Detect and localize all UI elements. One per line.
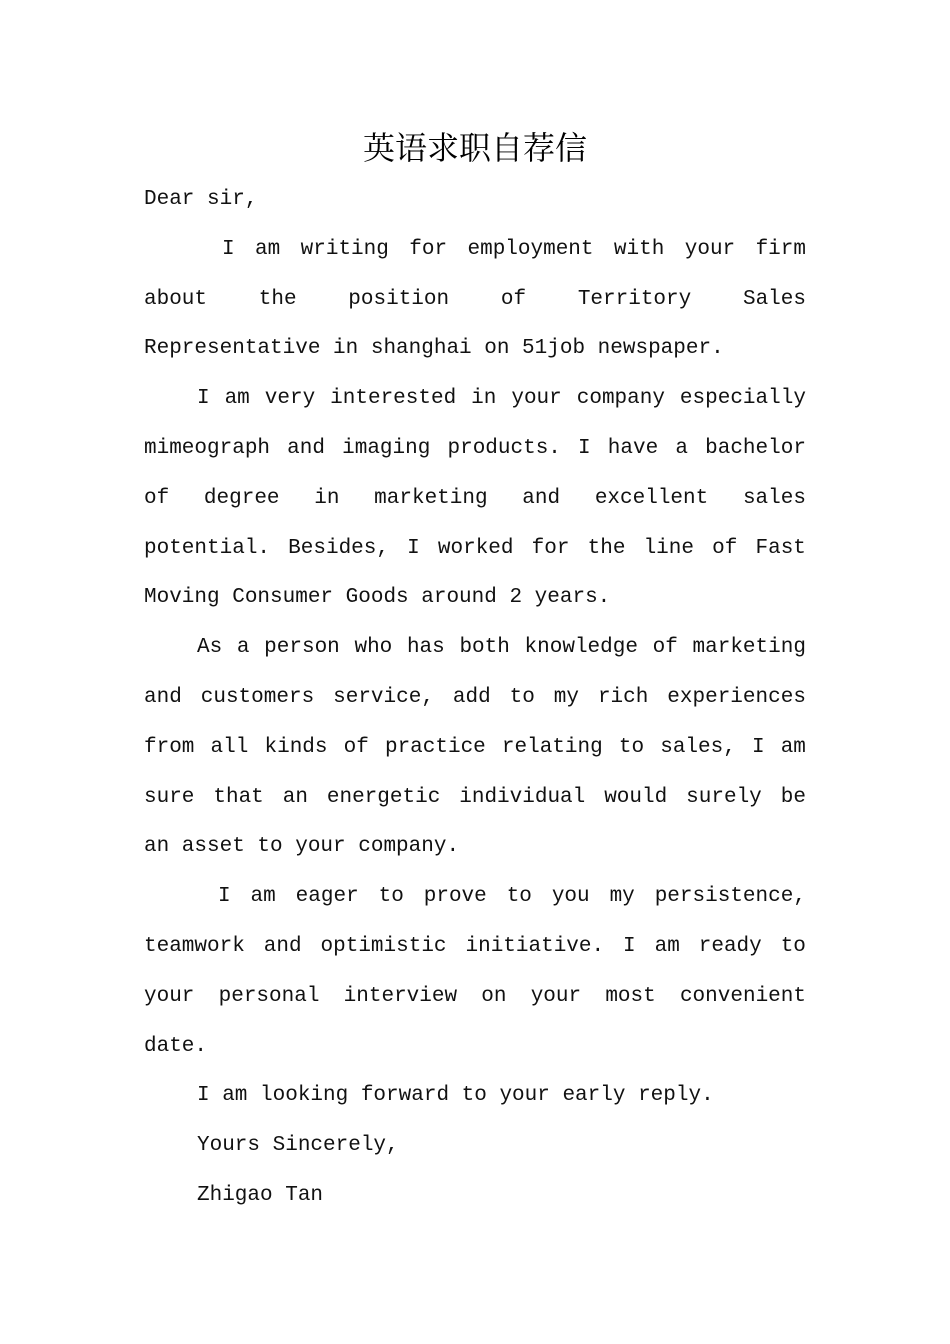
word: of bbox=[652, 636, 678, 660]
word: of bbox=[144, 486, 170, 510]
word: add bbox=[452, 685, 491, 709]
word: rich bbox=[597, 685, 649, 709]
word: Sales bbox=[742, 287, 806, 311]
word: writing bbox=[300, 237, 389, 261]
word: that bbox=[213, 785, 264, 809]
word: ready bbox=[698, 934, 762, 958]
closing-line: I am looking forward to your early reply. bbox=[197, 1084, 714, 1108]
word: firm bbox=[755, 237, 806, 261]
word: line bbox=[643, 536, 694, 560]
word: on bbox=[481, 984, 507, 1008]
word: an bbox=[282, 785, 308, 809]
word: of bbox=[712, 536, 738, 560]
word: of bbox=[343, 735, 369, 759]
word: initiative. bbox=[465, 934, 605, 958]
word: and bbox=[287, 436, 325, 460]
word: surely bbox=[686, 785, 762, 809]
word: I bbox=[623, 934, 636, 958]
word: interested bbox=[330, 387, 457, 411]
signature: Zhigao Tan bbox=[197, 1183, 324, 1207]
word: sure bbox=[144, 785, 195, 809]
word: company bbox=[576, 387, 665, 411]
word: position bbox=[348, 287, 450, 311]
paragraph-2-line-1 bbox=[144, 374, 806, 424]
word: especially bbox=[679, 387, 806, 411]
word: my bbox=[609, 885, 635, 909]
word: I bbox=[578, 436, 591, 460]
letter-body bbox=[144, 175, 806, 1221]
word: individual bbox=[459, 785, 586, 809]
word: I bbox=[218, 885, 231, 909]
word: Territory bbox=[577, 287, 692, 311]
word: a bbox=[236, 636, 250, 660]
word: practice bbox=[384, 735, 486, 759]
word: to bbox=[378, 885, 404, 909]
word: to bbox=[618, 735, 645, 759]
word: who bbox=[354, 636, 393, 660]
word: optimistic bbox=[320, 934, 447, 958]
word: person bbox=[264, 636, 340, 660]
word: in bbox=[471, 387, 497, 411]
word: service, bbox=[333, 685, 434, 709]
paragraph-1-line-1 bbox=[144, 225, 806, 275]
word: convenient bbox=[679, 984, 806, 1008]
word: sales, bbox=[660, 735, 736, 759]
word: you bbox=[551, 885, 590, 909]
document-title: 英语求职自荐信 bbox=[362, 129, 587, 167]
word: most bbox=[605, 984, 656, 1008]
word: very bbox=[264, 387, 316, 411]
paragraph-3-line-1 bbox=[144, 623, 806, 673]
word: and bbox=[144, 685, 182, 709]
word: am bbox=[780, 735, 806, 759]
word: to bbox=[506, 885, 532, 909]
paragraph-3-line-4 bbox=[144, 773, 806, 823]
word: knowledge bbox=[524, 636, 638, 660]
word: to bbox=[780, 934, 806, 958]
word: for bbox=[531, 536, 570, 560]
word: for bbox=[409, 237, 448, 261]
paragraph-3-line-3 bbox=[144, 723, 806, 773]
word: with bbox=[613, 237, 665, 261]
word: As bbox=[197, 636, 223, 660]
word: about bbox=[144, 287, 208, 311]
paragraph-2-line-3 bbox=[144, 474, 806, 524]
word: worked bbox=[437, 536, 514, 560]
word: a bbox=[675, 436, 688, 460]
salutation: Dear sir, bbox=[144, 188, 258, 211]
word: marketing bbox=[692, 636, 806, 660]
word: and bbox=[522, 486, 561, 510]
sign-off: Yours Sincerely, bbox=[197, 1134, 399, 1158]
paragraph-3-line-5: an asset to your company. bbox=[144, 835, 460, 859]
word: relating bbox=[501, 735, 603, 759]
word: products. bbox=[447, 436, 561, 460]
word: my bbox=[553, 685, 579, 709]
word: I bbox=[197, 387, 210, 411]
word: eager bbox=[295, 885, 359, 909]
word: marketing bbox=[374, 486, 488, 510]
paragraph-1-line-3: Representative in shanghai on 51job newspaper. bbox=[144, 337, 724, 361]
word: Fast bbox=[755, 536, 806, 560]
word: teamwork bbox=[144, 934, 245, 958]
word: your bbox=[511, 387, 562, 411]
paragraph-4-line-3 bbox=[144, 972, 806, 1022]
word: the bbox=[258, 287, 297, 311]
word: the bbox=[587, 536, 626, 560]
word: mimeograph bbox=[144, 436, 271, 460]
word: am bbox=[224, 387, 250, 411]
paragraph-3-line-2 bbox=[144, 673, 806, 723]
word: your bbox=[530, 984, 582, 1008]
word: all bbox=[210, 735, 249, 759]
word: prove bbox=[423, 885, 487, 909]
word: be bbox=[780, 785, 806, 809]
word: excellent bbox=[594, 486, 709, 510]
paragraph-2-line-5: Moving Consumer Goods around 2 years. bbox=[144, 586, 611, 610]
word: Besides, bbox=[288, 536, 389, 560]
word: I bbox=[751, 735, 765, 759]
word: I bbox=[407, 536, 420, 560]
word: both bbox=[459, 636, 510, 660]
paragraph-1-line-2 bbox=[144, 275, 806, 325]
word: would bbox=[604, 785, 668, 809]
word: have bbox=[607, 436, 659, 460]
word: customers bbox=[200, 685, 315, 709]
word: to bbox=[509, 685, 535, 709]
paragraph-4-line-1 bbox=[144, 872, 806, 922]
word: persistence, bbox=[654, 885, 806, 909]
paragraph-4-line-2 bbox=[144, 922, 806, 972]
word: am bbox=[250, 885, 276, 909]
paragraph-4-line-4: date. bbox=[144, 1034, 208, 1058]
word: in bbox=[314, 486, 340, 510]
word: has bbox=[406, 636, 445, 660]
word: your bbox=[144, 984, 195, 1008]
word: sales bbox=[742, 486, 806, 510]
paragraph-2-line-2 bbox=[144, 424, 806, 474]
word: personal bbox=[218, 984, 320, 1008]
word: kinds bbox=[264, 735, 328, 759]
word: I bbox=[222, 237, 235, 261]
word: potential. bbox=[144, 536, 271, 560]
word: interview bbox=[343, 984, 458, 1008]
word: experiences bbox=[667, 685, 806, 709]
word: degree bbox=[203, 486, 280, 510]
word: your bbox=[684, 237, 736, 261]
word: employment bbox=[467, 237, 594, 261]
word: energetic bbox=[326, 785, 441, 809]
word: of bbox=[500, 287, 527, 311]
word: bachelor bbox=[705, 436, 806, 460]
word: am bbox=[255, 237, 281, 261]
paragraph-2-line-4 bbox=[144, 524, 806, 574]
word: and bbox=[263, 934, 302, 958]
word: from bbox=[144, 735, 195, 759]
word: am bbox=[654, 934, 680, 958]
word: imaging bbox=[342, 436, 431, 460]
